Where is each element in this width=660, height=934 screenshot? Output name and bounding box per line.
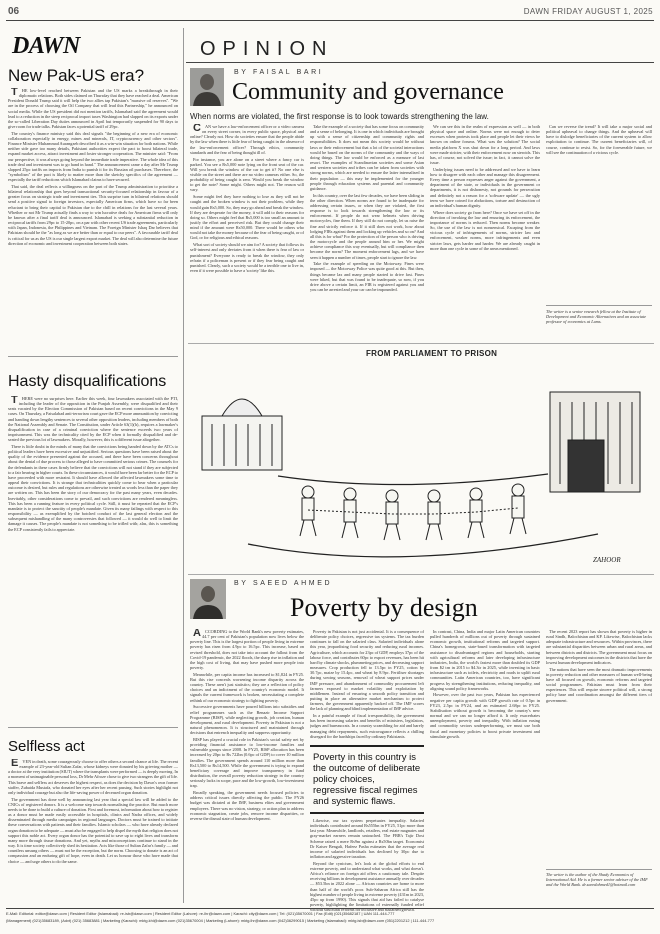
- editorial-body: [8, 88, 178, 354]
- paragraph: THERE were no surprises here. Earlier this week, four lawmakers associated with the PTI, including the leader of the opposition in the Punjab Assembly, were disqualified and their seats vacated by the Election Commission of Pakistan based on recent convictions in the May 9 cases. On Thursday, a Faisalabad anti-terrorism court gave the ECP more ammunition by convicting and handing down lengthy sentences to several other opposition leaders, including members of both the National Assembly and Senate. The Constitution, under Article 63(1)(h), requires a lawmaker's disqualification in case of a criminal conviction where the sentence exceeds two years of imprisonment. This was the technicality cited by the ECP when it formally disqualified and de-seated the previous lot of lawmakers. Morally, however, this is a different issue altogether.: [8, 396, 178, 443]
- editorial-body: [8, 396, 178, 732]
- standfirst: When norms are violated, the first response is to look towards strengthening the law.: [190, 112, 489, 121]
- paragraph: Underlying issues need to be addressed and we have to learn how to disagree with each other and manage this disagreement. Every time a person expresses anger against the government, a department of the state, or individuals in the government or departments, it is not dishonesty, not grounds for persecution and definitely not a reason for a 'software update' — the ugly term we have coined for abductions, torture and destruction of an individual's human dignity.: [430, 166, 540, 208]
- paragraph: In a painful example of fiscal irresponsibility, the government has been increasing salaries and benefits of ministers, legislators, judges and bureaucrats. In a country scrambling for aid and barely managing debt repayments, such extravagance reflects a chilling disregard for the hardships faced by ordinary Pakistanis.: [310, 713, 424, 739]
- article-body-col2: [310, 124, 424, 337]
- paragraph: Meanwhile, per capita income has increased to $1,824 in FY25. But this rise conceals worsening income disparity across the country. These aren't just statistics; they are a reflection of policy choices and an indictment of the country's economic model. It signals the current framework is broken, necessitating a complete rethink of our economic strategy to fighting poverty.: [190, 671, 304, 703]
- article-title: Poverty by design: [290, 593, 478, 622]
- paragraph: Poverty in Pakistan is not just accidental. It is a consequence of deliberate policy choices, regressive tax systems. The tax burden continues to fall on the salaried class. Salaried individuals alone this year, jeopardising food security and reducing rural incomes. Agriculture, which accounts for 23pc of GDP, employs 37pc of the labour force, and contributes 60pc to export revenues, has been hit hard by climate shocks, plummeting prices, and decreasing support measures. Crop production fell to 13.5pc in FY25, cotton by 30.7pc, maize by 15.4pc, and wheat by 8.9pc. Fertiliser shortages during sowing seasons, removal of wheat support prices under IMF pressure, and abandonment of commodity procurement left farmers exposed to market volatility and exploitation by middlemen. Instead of ensuring a smooth policy transition and putting in place an alternative market mechanism to protect farmers, the government apparently backed off. The IMF scores the lack of planning and blind implementation of IMF advice.: [310, 629, 424, 712]
- editorial-new-pak-us-era: [8, 66, 178, 354]
- paragraph: Broadly speaking, the government needs focused policies to address critical issues directly affecting the public. The FY26 budget was dictated at the IMF, business elites and government employees. There was no vision, strategy, or action plan to address economic stagnation, create jobs, remove income disparities, or reverse the dismal state of human development.: [190, 790, 304, 821]
- paragraph: For instance, you are alone on a street where a fancy car is parked. You see a Rs5,000 note lying on the front seat of the car. Will you break the window of the car to get it? No one else is visible on the street and there are no video cameras either. So, the probability of being caught is zero. Would you break the window to get the note? Some might. Others might not. The reason will vary.: [190, 156, 304, 193]
- footer-contact-line: (Management) (021)35683189, (Advt) (021) 35683881 | Marketing (Karachi): mktg.khi@dawn.com (021)35670004 | Marketing (Lahore): mktg.lhr@dawn.com (042)36299015 | Marketing (Islamabad): mktg.isb@dawn.com (051)2201212 | 111-444-777: [6, 918, 435, 923]
- editorial-title: Hasty disqualifications: [8, 373, 167, 390]
- paper-date: DAWN FRIDAY AUGUST 1, 2025: [523, 7, 653, 16]
- bio-rule: [546, 869, 652, 870]
- author-bio: The writer is the author of the Shady Economics of International Aid. He is a former senior adviser of the IMF and the World Bank. dr.saeedahmed1@hotmail.com: [546, 871, 648, 887]
- author-photo: [190, 579, 226, 619]
- left-column-divider: [183, 28, 184, 903]
- editorial-body: [8, 759, 178, 917]
- pull-quote: Poverty in this country is the outcome of deliberate policy choices, regressive fiscal regimes and systemic flaws.: [310, 745, 424, 814]
- footer-contact-line: E-Mail: Editorial: editor@dawn.com | Resident Editor (Islamabad): re-isb@dawn.com | Resident Editor (Lahore): re-lhr@dawn.com | Karachi: city@dawn.com | Tel: (021)35670001 | Fax (Edit) (021)35682187 | UAN 111-444-777: [6, 911, 395, 916]
- article-body-col1: [190, 629, 304, 905]
- paragraph: The nations that have seen the most dramatic improvements in poverty reduction and other measures of human well-being have all focused on growth, economic reforms and targeted social programmes. Pakistan must learn from their experiences. This will require sincere political will, a strong policy base and coordination amongst the different tiers of government.: [546, 666, 652, 703]
- paragraph: CAN we have a law-enforcement officer or a video camera on every street corner, in every public space, physical and online? Clearly not. How do societies ensure that the people abide by the law when there is little fear of being caught in the absence of the law-enforcement officer? Through ethics, community standards and the fear of being thought ill of.: [190, 124, 304, 155]
- paragraph: In this country, over the last few decades, we have been sliding in the other direction. When norms are found to be inadequate for addressing certain issues, or when they are violated, the first response is to look towards strengthening the law or its enforcement. If people do not wear helmets when driving motorcycles, fine them. If they still do not comply, let us raise the fine and strictly enforce it. If it still does not work, how about lodging FIRs against them and locking up vehicles and so on? And all this is for what? For the protection of the person who is driving the motorcycle and the people around him or her. We might achieve compliance this way eventually, but will compliance then become the norm? The moment enforcement lags, and we have seen it happen a number of times, people start to ignore the law.: [310, 192, 424, 260]
- article-body-col1: [190, 124, 304, 337]
- paragraph: The government has done well by announcing last year that a special law will be added to the CNICs of registered donors. It is a welcome step towards normalising the practice. But much more needs to be done to build a culture of donation. First and foremost, information about how to register as a donor must be made easily accessible in hospitals, clinics and Nadra offices, and widely disseminated through media campaigns in regional languages. Doctors must be trained to initiate these conversations with patients and their families. Islamic scholars — who have already declared organ donation to be adequate — must also be engaged to help dispel the myth that religion does not support this noble act. Every organ donor has the potential to save up to eight lives and transform many more through tissue donations. And yet, myths and misconceptions continue to stand in the way. It is time society collectively shed its hesitation. Acts like those of Sultan Zafar's family — and countless unsung others — must not be the exception, but the norm. Choosing to donate is an act of compassion and an enduring gift of hope, even in death. Let us honour those who have made that choice — and urge others to do the same.: [8, 796, 178, 864]
- paragraph: BISP has played a crucial role in Pakistan's social safety net by providing financial assistance to low-income families and vulnerable groups since 2008. In FY25, BISP allocation has been increased by 20pc to Rs 722bn (0.6pc of GDP) to cover 10 million families. The government spends around 110 million more than Rs13,500 to Rs14,500. While the government is trying to expand beneficiary coverage and improve transparency in fund distribution, the overall poverty reduction strategy in the country seriously lacks in scope, pace and the low-growth, low-investment trap.: [190, 736, 304, 789]
- paragraph: Where does society go from here? Once we have set off in the direction of invoking the law and ensuring its enforcement, the importance of norms is reduced. Then norms become weaker. So, the use of the law is not nonsensical. Escaping from the vicious cycle of infringements of norms, stricter law and enforcement, weaker norms, more infringements and even stricter laws, gets harder and harder. We are already caught in more than one cycle in some of the areas mentioned.: [430, 209, 540, 251]
- article-body-col2: [310, 629, 424, 913]
- article-body-col3: [430, 124, 540, 337]
- paragraph: Take the example of a society that has some focus on community and a sense of belonging. It is one in which individuals are brought up with a sense of citizenship and community rights and responsibilities. It does not mean this society would be without laws or their enforcement but that a lot of the societal interactions would be based on the norms of the community and the ways of doing things. The law would be enforced as a measure of last resort. The examples of Scandinavian societies and some Asian and western societies and tribes can be taken from societies with strong norms, which are needed to ensure the latter internalised in their population — this may be implemented for the younger people through education systems and parental and community guidance.: [310, 124, 424, 191]
- paragraph: THE low-level reached between Pakistan and the US marks a breakthrough in their diplomatic relations. Both sides claimed on Thursday that they have reached a deal. American President Donald Trump said it will help the two allies tap Pakistan's "massive oil reserves". "We are in the process of choosing the Oil Company that will lead this Partnership," he announced on social media. While the US president did not mention tariffs, Islamabad said the agreement would lead to a reduction in the steep reciprocal import taxes Washington had slapped on its exports under the so-called Liberation Day duties announced in April but temporarily suspended for 90 days to give room for trade talks. Pakistan faces a potential tariff of 29pc.: [8, 88, 178, 130]
- section-rule: [186, 62, 654, 63]
- paragraph: ACCORDING to the World Bank's new poverty estimates, 44.7 per cent of Pakistan's population now lives below the poverty line. This is the largest portion of people living in extreme poverty has risen from 4.9pc to 16.5pc. This increase, based on revised threshold, does not take into account the fallout from the Covid-19 pandemic, the 2022 floods, the sharp rise in inflation and the high cost of living, that may have pushed more people into poverty.: [190, 629, 304, 671]
- paragraph: In contrast, China, India and major Latin American countries pulled hundreds of millions out of poverty through sustained economic growth, institutional reforms and targeted support. China's homegrown, state-based transformation with targeted assistance to disadvantaged regions and households, starting with agricultural reforms and later developing infrastructure industries, India, the world's fastest more than doubled its GDP from $2 trn in 2015 to $4.3tr in 2025, while investing in basic infrastructure such as toilets, electricity and roads to uplift rural communities. Latin American countries, too, have significant progress by strengthening institutions, reducing inequality, and aligning sound policy frameworks.: [430, 629, 540, 691]
- paragraph: We can see this in the realm of expression as well — in both physical space and online. Norms were not enough to deter excesses when protests took place and people let their views be known on online forums. What was the solution? The social media platform X was shut down for a long period. And laws were made stricter, with their enforcement now on steroids. This has, of course, not solved the issue; in fact, it cannot solve the issue.: [430, 124, 540, 166]
- paragraph: Beyond the cynicism, let's look at the global efforts to end extreme poverty, and to understand what works, and what doesn't. Africa's reliance on foreign aid offers a cautionary tale. Despite receiving billions in development assistance annually over decades — $53.5bn in 2022 alone — African countries are home to more than half of the world's poor. Sub-Saharan Africa still has the highest number of people living in extreme poverty (431m in 2023, 45pc up from 1990). This signals that aid has failed to catalyse poverty, highlighting the limitations of externally funded relief without structural reforms for inclusive and sustained growth.: [310, 860, 424, 913]
- editorial-title: Selfless act: [8, 738, 85, 755]
- paragraph: That said, the deal reflects a willingness on the part of the Trump administration to prioritise a bilateral relationship that goes beyond transactional security-focused relationship in favour of a greater focus on strategic trade and investment ties. This surprise turn in bilateral relations should send a positive signal to foreign investors, especially American firms, which have so far been reluctant to bring their capital to Pakistan due to the chill in relations for the last several years. Whether or not Mr Trump actually finds a way to win lucrative deals for American firms will only be known after a final tariff deal is announced. Islamabad is seeking a substantial reduction in reciprocal tariffs from 29pc to 15-20pc, on a par with other recent US trade agreements, particularly with Japan, Indonesia, the Philippines and Vietnam. The Foreign Minister Ishaq Dar believes that Pakistan should be the "as long as we are better than or equal to our peers". A favourable tariff deal is critical for us as the US is our single largest export market. The deal will also determine the future direction of economic and investment cooperation between both states.: [8, 184, 178, 246]
- article-body-tail: [546, 629, 652, 867]
- dawn-logo: DAWN: [12, 33, 80, 59]
- cartoon-caption: FROM PARLIAMENT TO PRISON: [366, 349, 498, 358]
- paragraph: Likewise, our tax system perpetuates inequality. Salaried individuals contributed around Rs555bn in FY25, 51pc more than last year. Meanwhile, landlords, retailers, real estate magnates and gray-market earners remain untouched. The FBR's Tajir Dost Scheme raised a mere Rs9m against a Rs50bn target. Economist Dr Kaiser Bengali, Hafeez Pasha estimates that the average real income of salaried individuals has declined by 30pc due to inflation and aggressive taxation.: [310, 818, 424, 860]
- editorial-cartoon: [188, 343, 654, 575]
- article-title: Community and governance: [232, 79, 504, 105]
- section-heading: OPINION: [200, 38, 334, 60]
- editorial-selfless-act: [8, 738, 178, 917]
- paragraph: Some might feel they have nothing to lose as they will not be caught and the broken window is not their problem, while they would gain Rs5,000. So, they may go ahead and break the window. If they are desperate for the money, it will add to their reasons for doing so. Others might feel that Rs5,000 is too small an amount to justify the effort and perceived risk. But they could change their mind if the amount were Rs50,000. There would be others who would not take the money because of the fear of being caught, or of God, or for religious and ethical reasons.: [190, 194, 304, 241]
- article-body-tail: [546, 124, 652, 302]
- cartoon-signature: ZAHOOR: [593, 556, 621, 564]
- page-number: 06: [8, 6, 20, 17]
- paragraph: The recent 2023 report has shown that poverty is higher in rural Sindh, Balochistan and KP. Likewise, Balochistan lacks adequate infrastructure and resources. Within provinces, there are substantial disparities between urban and rural areas, and between districts and districts. The government must focus on improving development outcomes in the districts that have the lowest human development indicators.: [546, 629, 652, 665]
- paragraph: The country's finance ministry said this deal signals "the beginning of a new era of economic collaboration especially in energy, mines and minerals, IT, cryptocurrency and other sectors". Finance Minister Muhammad Aurangzeb described it as a win-win situation for both nations. While neither side gave too many details, Pakistani authorities expect the pact to boost bilateral trade, expand market access, attract investment and foster stronger cooperation. The minister said: "From our perspective, it was always going beyond the immediate trade imperative. The whole idea of this trade deal and investment was to go hand in hand." The announcement came a day after Mr Trump slapped 25pc tariffs on imports from India to punish it for its Russian oil purchases. Therefore, the "symbolism" of the pact is likely to matter more than the sketchy specifics of the agreement — especially the tariff reductions which Islamabad claims to have secured.: [8, 130, 178, 183]
- paragraph: There is little doubt in the minds of many that the convictions being handed down by the ATCs to political leaders have been excessive and unjustified. Serious questions have been raised about the quality of the evidence presented against the accused, and there have been concerns throughout about the denial of due process to those alleged to have committed serious crimes. The counsels for the defendants in these cases firmly believe that the convictions will not stand if they are subjected to a fair hearing in higher courts. In these circumstances, it would have been far better for the ECP to have proceeded with more restraint. It should have allowed the affected lawmakers some time to appeal their convictions. It is strange that technicalities quickly come to bear when a particular outcome is desired, but rules and regulations are otherwise treated as words less than the paper they are written on. This has been the story of our democracy for the past many years, even decades. Inevitably, other considerations come to prevail, and such convictions are rendered meaningless. This has been a running feature in every political cycle. Still, it must be repeated that the ECP's mandate is to protect the sanctity of people's mandate. Given its many failings with respect to this responsibility — as exemplified by the botched conduct of the last general election and the subsequent mishandling of the many controversies that followed — it would do well to limit the damage it causes. The people's mandate is not something to be trifled with; alas, this is something the ECP consistently fails to appreciate.: [8, 444, 178, 532]
- paragraph: Can we reverse the trend? It will take a major social and political upheaval to change things. And the upheaval will have to dislodge beneficiaries of the current system to allow exploitation to continue. The current beneficiaries will, of course, continue to resist. So, for the foreseeable future, we will see the continuation of a vicious cycle.: [546, 124, 652, 155]
- byline: BY SAEED AHMED: [234, 580, 333, 587]
- masthead-rule: [6, 20, 654, 21]
- byline: BY FAISAL BARI: [234, 69, 324, 76]
- editorial-hasty-disqualifications: [8, 373, 178, 732]
- article-body-col4: [546, 124, 652, 342]
- article-body-col4: [546, 629, 652, 905]
- figures: [300, 484, 526, 540]
- cartoon-drawing: [188, 344, 654, 574]
- article-body-upper: [310, 629, 424, 741]
- footer-rule: [6, 908, 654, 909]
- bio-rule: [546, 305, 652, 306]
- article-body-col3: [430, 629, 540, 905]
- portrait-icon: [190, 68, 224, 106]
- paragraph: Successive governments have poured billions into subsidies and relief programmes such as the Benazir Income Support Programme (BISP), while neglecting growth, job creation, human development, and rural development. Poverty in Pakistan is not a natural phenomenon. It is structured and maintained through decisions that entrench inequality and suppress opportunity.: [190, 704, 304, 736]
- paragraph: Take the example of speeding on the Motorway. Fines were imposed — the Motorway Police was quite good at this. But then, things became lax and many people started to drive fast. Fines were hiked, but that was found to be inadequate, so now, if you drive above a certain limit, an FIR is registered against you and you can be arrested and your car can be impounded.: [310, 261, 424, 293]
- editorial-divider: [8, 727, 178, 728]
- paragraph: EVEN in death, some courageously choose to offer others a second chance at life. The recent example of 23-year-old Sultan Zafar, whose kidneys were donated by his grieving mother — a doctor at the very institution (SIUT) where the transplants were performed — is deeply moving. In a moment of unimaginable personal loss, Dr Mehr Afroze chose to give two strangers the gift of life. This brave and selfless act deserves the highest respect, as does the decision by Dawn's own former staffer, Zubaida Mustafa, who donated her eyes after her recent passing. Such stories highlight not only individual courage but also the life-saving power of deceased organ donation.: [8, 759, 178, 795]
- author-bio: The writer is a senior research fellow at the Institute of Development and Economic Alternatives and an associate professor of economics at Lums.: [546, 308, 647, 324]
- editorial-title: New Pak-US era?: [8, 66, 145, 85]
- portrait-icon: [190, 579, 226, 619]
- editorial-divider: [8, 356, 178, 357]
- author-photo: [190, 68, 224, 106]
- paragraph: However, over the past two years, Pakistan has experienced negative per capita growth with GDP growth rate of 0.5pc in FY23, 2.5pc in FY24, and an estimated 2.68pc in FY25. Stabilisation without growth is becoming the country's new normal and we can no longer afford it. It only exacerbates unemployment, poverty and inequality. With inflation easing and commodity sectors underperforming, we must use both fiscal and monetary policies to boost private investment and stimulate growth.: [430, 692, 540, 739]
- paragraph: What sort of society should we aim for? A society that follows its self-interest and only deviates from it when there is fear of law or punishment? Everyone is ready to break the window, they only refrain if a policeman is present or if they fear being caught and punished. Clearly, such a society would be a terrible one to live in, even if it were possible to have a 'society' like this.: [190, 242, 304, 273]
